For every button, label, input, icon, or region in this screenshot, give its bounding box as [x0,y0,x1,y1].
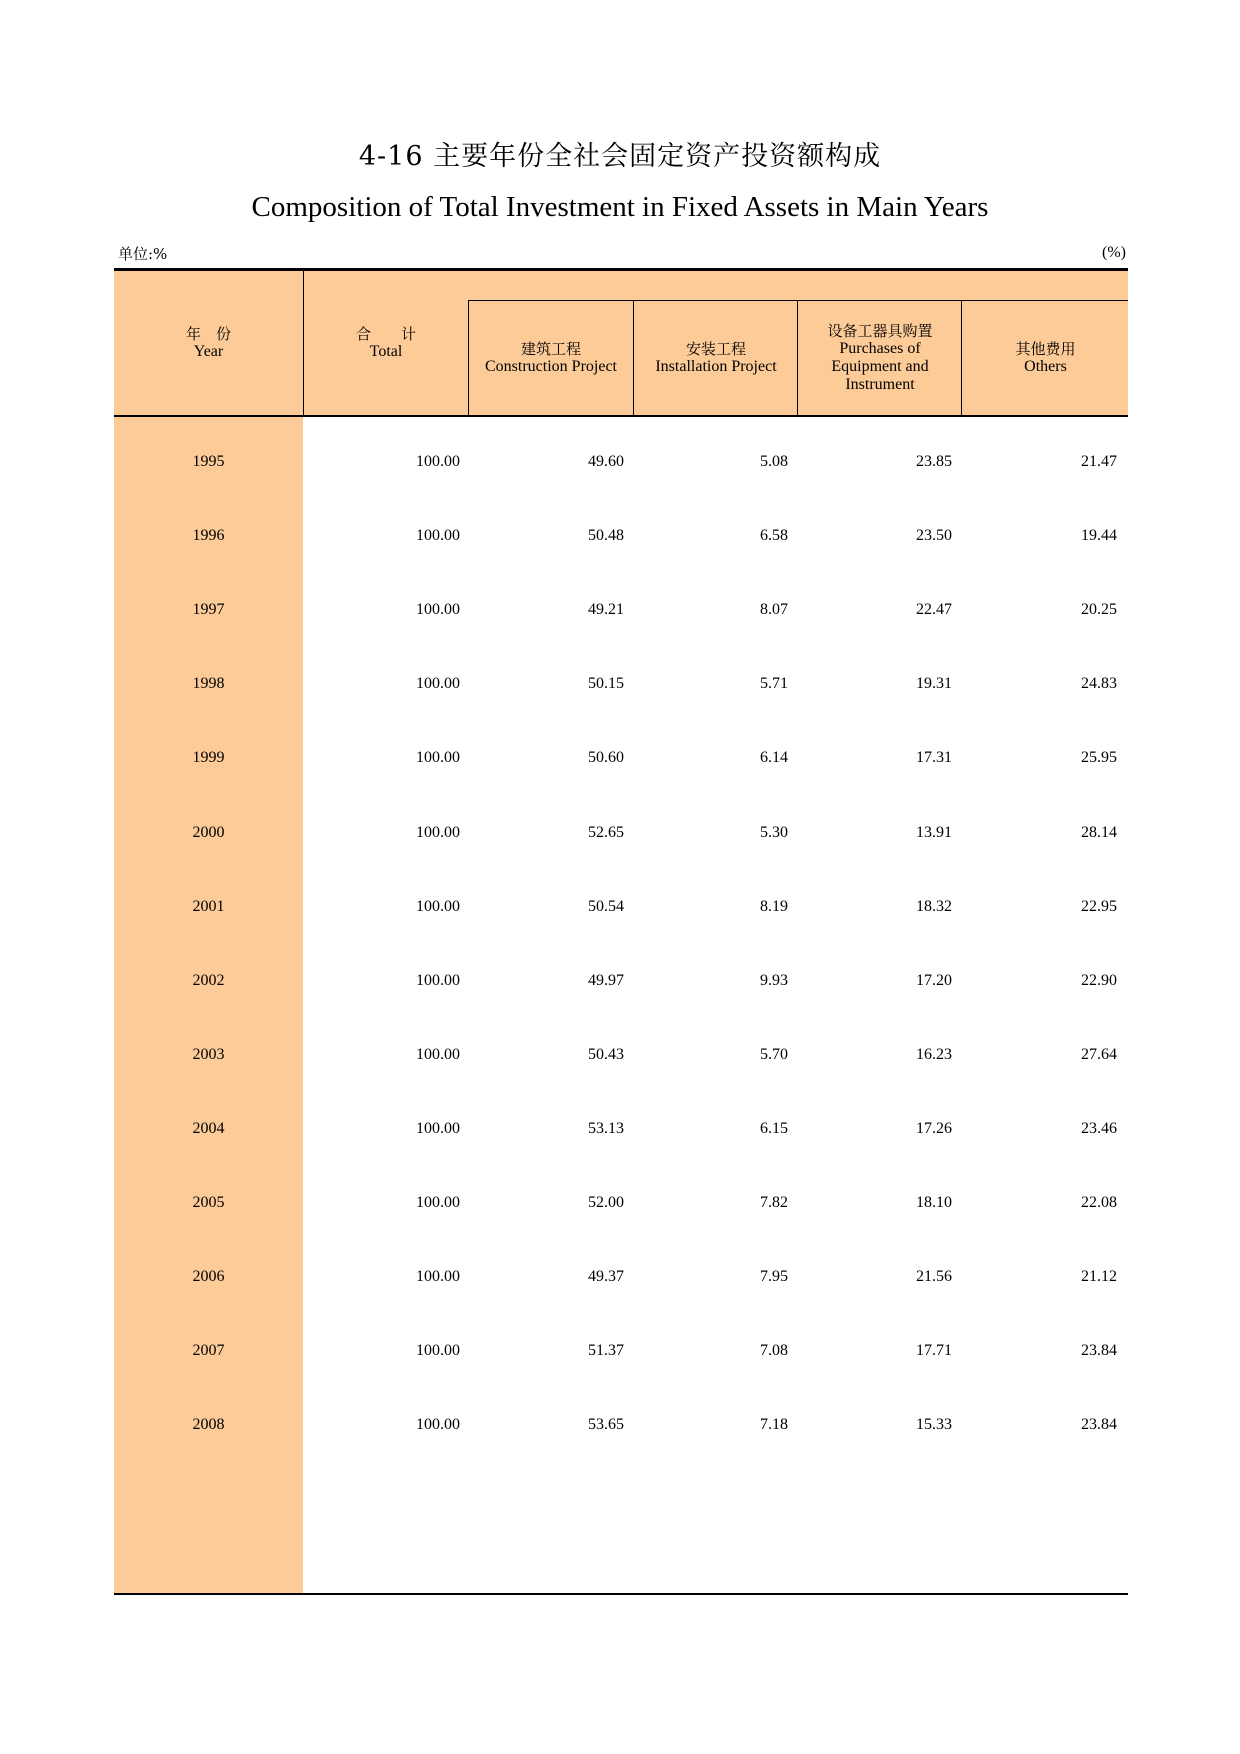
cell-year: 2002 [192,971,225,989]
cell-construction: 50.60 [588,749,624,767]
table-bottom-rule [114,1593,1128,1595]
cell-total: 100.00 [416,1268,460,1286]
header-year-cn: 年 份 [185,325,231,343]
table-row [114,453,1128,473]
cell-others: 28.14 [1081,823,1117,841]
header-year-en: Year [193,343,224,360]
table-row [114,601,1128,621]
cell-equipment: 17.26 [916,1119,952,1137]
cell-construction: 50.43 [588,1045,624,1063]
cell-total: 100.00 [416,1045,460,1063]
cell-installation: 6.14 [760,749,788,767]
header-installation [633,301,798,415]
table-row [114,1046,1128,1066]
table-row [114,898,1128,918]
cell-installation: 6.15 [760,1119,788,1137]
header-equipment-en-3: Instrument [845,376,915,393]
header-year [114,271,304,415]
cell-construction: 49.60 [588,453,624,470]
cell-installation: 7.82 [760,1194,788,1211]
cell-equipment: 23.85 [916,453,952,470]
cell-equipment: 18.32 [916,897,952,915]
cell-installation: 7.95 [760,1268,788,1286]
table-row [114,1268,1128,1288]
cell-others: 21.47 [1081,453,1117,470]
cell-installation: 5.70 [760,1045,788,1063]
table-row [114,527,1128,547]
cell-equipment: 18.10 [916,1194,952,1211]
cell-total: 100.00 [416,1194,460,1211]
cell-equipment: 17.31 [916,749,952,767]
cell-total: 100.00 [416,1119,460,1137]
cell-year: 2004 [192,1119,225,1137]
cell-year: 2006 [192,1268,225,1286]
cell-others: 22.08 [1081,1194,1117,1211]
cell-others: 25.95 [1081,749,1117,767]
cell-construction: 52.00 [588,1194,624,1211]
cell-others: 19.44 [1081,527,1117,545]
header-total [304,271,468,415]
cell-total: 100.00 [416,1342,460,1360]
cell-construction: 50.15 [588,675,624,693]
cell-year: 2008 [192,1416,225,1434]
cell-construction: 49.37 [588,1268,624,1286]
header-installation-en: Installation Project [655,358,777,375]
cell-year: 2003 [192,1045,225,1063]
cell-installation: 5.71 [760,675,788,693]
cell-equipment: 17.71 [916,1342,952,1360]
cell-others: 22.90 [1081,971,1117,989]
cell-year: 2001 [192,897,225,915]
cell-installation: 5.30 [760,823,788,841]
cell-others: 24.83 [1081,675,1117,693]
header-equipment [797,301,962,415]
cell-total: 100.00 [416,749,460,767]
cell-equipment: 13.91 [916,823,952,841]
cell-construction: 50.48 [588,527,624,545]
cell-year: 1999 [192,749,225,767]
cell-total: 100.00 [416,601,460,619]
cell-total: 100.00 [416,823,460,841]
header-others-en: Others [1024,358,1067,375]
table-row [114,749,1128,769]
cell-others: 23.46 [1081,1119,1117,1137]
cell-year: 1995 [192,453,225,470]
table-row [114,824,1128,844]
header-construction-cn: 建筑工程 [520,340,581,358]
header-equipment-cn: 设备工器具购置 [827,322,933,340]
cell-total: 100.00 [416,1416,460,1434]
cell-total: 100.00 [416,971,460,989]
header-construction [468,301,633,415]
header-equipment-en-1: Purchases of [839,340,921,357]
cell-others: 23.84 [1081,1416,1117,1434]
cell-installation: 6.58 [760,527,788,545]
cell-equipment: 17.20 [916,971,952,989]
cell-total: 100.00 [416,527,460,545]
header-construction-en: Construction Project [485,358,617,375]
header-total-cn: 合 计 [355,325,416,343]
cell-others: 21.12 [1081,1268,1117,1286]
unit-label-en: (%) [1102,244,1126,261]
cell-others: 22.95 [1081,897,1117,915]
table-row [114,1416,1128,1436]
cell-year: 2007 [192,1342,225,1360]
table-header [114,271,1128,415]
cell-construction: 50.54 [588,897,624,915]
cell-equipment: 21.56 [916,1268,952,1286]
table-row [114,1120,1128,1140]
header-others-cn: 其他费用 [1015,340,1076,358]
cell-equipment: 16.23 [916,1045,952,1063]
cell-others: 20.25 [1081,601,1117,619]
cell-construction: 49.97 [588,971,624,989]
cell-equipment: 23.50 [916,527,952,545]
cell-installation: 7.18 [760,1416,788,1434]
cell-year: 1998 [192,675,225,693]
table-row [114,1342,1128,1362]
table-row [114,675,1128,695]
cell-year: 2000 [192,823,225,841]
unit-label-cn: 单位:% [118,245,168,263]
page-title-en: Composition of Total Investment in Fixed Assets in Main Years [251,191,989,223]
cell-year: 1996 [192,527,225,545]
cell-construction: 51.37 [588,1342,624,1360]
cell-year: 2005 [192,1194,225,1211]
cell-construction: 53.13 [588,1119,624,1137]
table-row [114,972,1128,992]
header-equipment-en-2: Equipment and [831,358,929,375]
cell-others: 27.64 [1081,1045,1117,1063]
table-row [114,1194,1128,1214]
cell-installation: 8.07 [760,601,788,619]
cell-construction: 49.21 [588,601,624,619]
table-body [114,417,1128,1593]
cell-construction: 52.65 [588,823,624,841]
cell-total: 100.00 [416,453,460,470]
cell-equipment: 15.33 [916,1416,952,1434]
page-title-cn: 4-16 主要年份全社会固定资产投资额构成 [358,141,882,172]
cell-others: 23.84 [1081,1342,1117,1360]
cell-installation: 9.93 [760,971,788,989]
cell-installation: 8.19 [760,897,788,915]
cell-equipment: 22.47 [916,601,952,619]
cell-year: 1997 [192,601,225,619]
cell-installation: 7.08 [760,1342,788,1360]
header-total-en: Total [369,343,403,360]
cell-total: 100.00 [416,675,460,693]
cell-installation: 5.08 [760,453,788,470]
cell-construction: 53.65 [588,1416,624,1434]
header-installation-cn: 安装工程 [685,340,746,358]
cell-total: 100.00 [416,897,460,915]
header-others [961,301,1129,415]
cell-equipment: 19.31 [916,675,952,693]
